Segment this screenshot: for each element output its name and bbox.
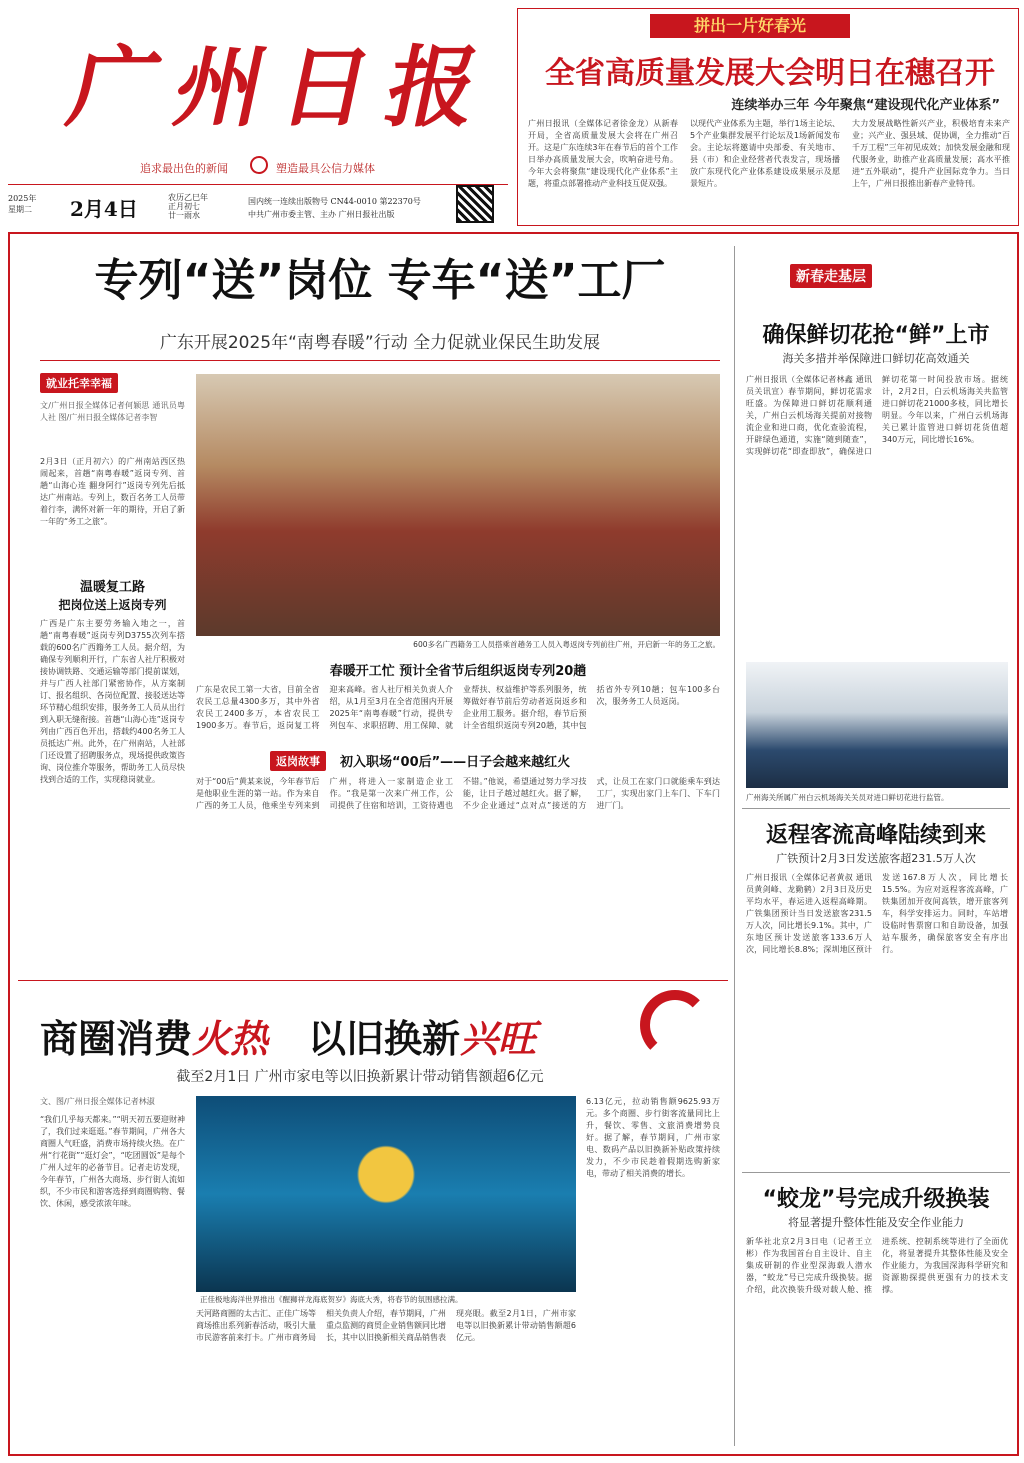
section2-title: 春暖开工忙 预计全省节后组织返岗专列20趟 (329, 664, 587, 679)
newspaper-masthead: 广州日报 (59, 35, 506, 139)
lead-tag: 就业托幸幸福 (40, 373, 118, 393)
issue-year-weekday (8, 193, 36, 215)
sidebar-story3-body: 新华社北京2月3日电（记者王立彬）作为我国首台自主设计、自主集成研制的作业型深海载人潜水器，“蛟龙”号已完成升级换装。据介绍，此次换装升级对载人舱、推进系统、控制系统等进行了全面优化，将显著提升其整体性能及安全作业能力，为我国深海科学研究和资源勘探提供更强有力的技术支撑。 (746, 1237, 1008, 1294)
bottom-col1: “我们几乎每天都来。”“明天初五要迎财神了，我们过来逛逛。”春节期间，广州各大商圈人气旺盛，消费市场持续火热。在广州“行花街”“逛灯会”，“吃团圆饭”是每个广州人过年的必备节目。记者走访发现，今年春节，广州各大商场、步行街人流如织，不少市民和游客选择到商圈购物、餐饮、休闲，感受浓浓年味。 (40, 1115, 185, 1208)
bottom-headline[interactable] (40, 1008, 536, 1063)
divider (18, 980, 728, 981)
publication-info (248, 195, 421, 221)
sidebar-photo-customs[interactable] (746, 662, 1008, 788)
divider (8, 184, 508, 185)
section3-body: 对于“00后”黄某来说，今年春节后是他职业生涯的第一站。作为来自广西的务工人员，他乘坐专列来到广州，将进入一家制造企业工作。“我是第一次来广州工作，公司提供了住宿和培训，工资待遇也不错。”他说，希望通过努力学习技能，让日子越过越红火。据了解，不少企业通过“点对点”接送的方式，让员工在家门口就能乘车到达工厂，实现出家门上车门、下车门进厂门。 (196, 777, 720, 810)
bottom-col3: 6.13亿元，拉动销售额9625.93万元。多个商圈、步行街客流量同比上升，餐饮、零售、文旅消费增势良好。据了解，春节期间，广州市家电、数码产品以旧换新补贴政策持续发力，不少市民趁着假期选购新家电，带动了相关消费的增长。 (586, 1097, 720, 1178)
sidebar-story3-headline[interactable]: “蛟龙”号完成升级换装 (762, 1187, 990, 1212)
lead-byline: 文/广州日报全媒体记者何颖思 通讯员粤人社 图/广州日报全媒体记者李智 (40, 401, 185, 422)
sidebar-story3-subhead: 将显著提升整体性能及安全作业能力 (788, 1216, 964, 1229)
sidebar-tag: 新春走基层 (790, 264, 872, 288)
lead-headline[interactable]: 专列“送”岗位 专车“送”工厂 (94, 255, 666, 306)
bottom-headline-a: 商圈消费 (40, 1017, 193, 1061)
sidebar-story2-subhead: 广铁预计2月3日发送旅客超231.5万人次 (776, 852, 976, 865)
sidebar-photo-caption: 广州海关所属广州白云机场海关关员对进口鲜切花进行监管。 (746, 793, 949, 802)
snake-decoration-icon (640, 990, 710, 1060)
top-story-col3: 大力发展战略性新兴产业，积极培育未来产业；兴产业、强县域、促协调，全力推动“百千万工程”三年初见成效；加快发展金融和现代服务业，助推产业高质量发展；高水平推进“五外联动”，提升产业国际竞争力。当日上午，广州日报推出新春产业特刊。 (852, 119, 1010, 188)
issn-line: 国内统一连续出版物号 CN44-0010 第22370号 (248, 197, 421, 206)
top-story-headline[interactable]: 全省高质量发展大会明日在穗召开 (545, 56, 995, 91)
issue-date: 2月4日 (70, 197, 138, 221)
section3-tag: 返岗故事 (270, 751, 326, 771)
section1-subtitle: 把岗位送上返岗专列 (58, 598, 167, 612)
section1-body: 广西是广东主要劳务输入地之一，首趟“南粤春暖”返岗专列D3755次列车搭载的600名广西籍务工人员。据介绍，为确保专列顺利开行，广东省人社厅积极对接协调铁路、交通运输等部门提前谋划，并与广西人社部门紧密协作，从方案制订、报名组织、各岗位配置、接驳送达等环节精心组织安排，服务务工人员从出行到入职无缝衔接。首趟“山海心连”返岗专列由广西百色开出，搭载约400名务工人员抵达广州。此外，在广州南站，人社部门还设置了招聘服务点，现场提供政策咨询、岗位推介等服务，帮助务工人员尽快找到合适的工作，实现稳岗就业。 (40, 619, 185, 784)
bottom-col2: 天河路商圈的太古汇、正佳广场等商场推出系列新春活动，吸引大量市民游客前来打卡。广州市商务局相关负责人介绍，春节期间，广州重点监测的商贸企业销售额同比增长，其中以旧换新相关商品销售表现亮眼。截至2月1日，广州市家电等以旧换新累计带动销售额超6亿元。 (196, 1309, 576, 1342)
lead-intro: 2月3日（正月初六）的广州南站西区热闹起来，首趟“南粤春暖”返岗专列、首趟“山海心连 翻身阿行”返岗专列先后抵达广州南站。专列上，数百名务工人员带着行李，满怀对新一年的期待，开启了新一年的“务工之旅”。 (40, 457, 185, 526)
bottom-photo-aquarium[interactable] (196, 1096, 576, 1292)
divider (40, 360, 720, 361)
top-story-col2: 以现代产业体系为主题，举行1场主论坛、5个产业集群发展平行论坛及1场新闻发布会。主论坛将邀请中央部委、有关地市、县（市）和企业经营者代表发言，现场播放广东现代化产业体系建设成果展示及愿景短片。 (690, 119, 840, 188)
issue-year: 2025年 (8, 194, 37, 203)
qr-code-icon[interactable] (456, 185, 494, 223)
section1-title: 温暖复工路 (79, 580, 145, 595)
top-story-subhead: 连续举办三年 今年聚焦“建设现代化产业体系” (731, 98, 1000, 113)
slogan-left: 追求最出色的新闻 (140, 162, 228, 175)
sidebar-story1-body: 广州日报讯（全媒体记者林鑫 通讯员关讯宣）春节期间，鲜切花需求旺盛。为保障进口鲜切花顺利通关，广州白云机场海关提前对接物流企业和进口商，优化查验流程，开辟绿色通道，实施“随到随查”，实现鲜切花“即查即放”，确保进口鲜切花第一时间投放市场。据统计，2月2日，白云机场海关共监管进口鲜切花21000多枝，同比增长明显。今年以来，广州白云机场海关已累计监管进口鲜切花货值超340万元，同比增长16%。 (746, 375, 1008, 456)
bottom-byline: 文、图/广州日报全媒体记者林淑 (40, 1097, 155, 1106)
top-story-col1: 广州日报讯（全媒体记者徐金龙）从新春开局，全省高质量发展大会将在广州召开。这是广东连续3年在春节后的首个工作日举办高质量发展大会，吹响奋进号角。今年大会将聚焦“建设现代化产业体系”主题，将重点部署推动产业科技互促双强。 (528, 119, 678, 188)
publisher-line: 中共广州市委主管、主办 广州日报社出版 (248, 210, 395, 219)
sidebar-story1-headline[interactable]: 确保鲜切花抢“鲜”上市 (762, 323, 990, 348)
lunar-year: 农历乙巳年 (168, 193, 208, 202)
sidebar-story2-headline[interactable]: 返程客流高峰陆续到来 (765, 823, 986, 848)
section-banner: 拼出一片好春光 (650, 14, 850, 38)
sidebar-story1-subhead: 海关多措并举保障进口鲜切花高效通关 (782, 352, 970, 365)
section2-body: 广东是农民工第一大省，目前全省农民工总量4300多万，其中外省农民工2400多万，本省农民工1900多万。春节后，返岗复工将迎来高峰。省人社厅相关负责人介绍，从1月至3月在全省范围内开展2025年“南粤春暖”行动，提供专列包车、求职招聘、用工保障、就业帮扶、权益维护等系列服务，统筹做好春节前后劳动者返岗返乡和企业用工服务。据介绍，春节后预计全省组织返岗专列20趟，其中包括省外专列10趟；包车100多台次，服务务工人员返岗。 (196, 685, 720, 730)
divider (742, 808, 1010, 809)
lead-photo-train[interactable] (196, 374, 720, 636)
bottom-subhead: 截至2月1日 广州市家电等以旧换新累计带动销售额超6亿元 (176, 1069, 544, 1085)
sidebar-story2-body: 广州日报讯（全媒体记者黄叔 通讯员黄剑峰、龙勤鹤）2月3日及历史平均水平，春运进入返程高峰期。广铁集团预计当日发送旅客231.5万人次，同比增长9.1%。其中，广东地区预计发送旅客133.6万人次，同比增长8.8%；深圳地区预计发送167.8万人次，同比增长15.5%。为应对返程客流高峰，广铁集团加开夜间高铁，增开旅客列车，科学安排运力。同时，车站增设临时售票窗口和自助设备，加强站车服务，确保旅客安全有序出行。 (746, 873, 1008, 954)
divider (742, 1172, 1010, 1173)
solar-term: 廿一雨水 (168, 211, 200, 220)
lunar-day: 正月初七 (168, 202, 200, 211)
lead-subhead: 广东开展2025年“南粤春暖”行动 全力促就业保民生助发展 (159, 333, 601, 353)
section3-title: 初入职场“00后”——日子会越来越红火 (340, 755, 571, 770)
column-divider (734, 246, 735, 1446)
slogan-right: 塑造最具公信力媒体 (276, 162, 375, 175)
bottom-headline-b-red: 兴旺 (460, 1017, 537, 1061)
bottom-headline-b: 以旧换新 (308, 1017, 461, 1061)
lead-photo-caption: 600多名广西籍务工人员搭乘首趟务工人员入粤返岗专列前往广州，开启新一年的务工之旅。 (413, 640, 720, 649)
bottom-photo-caption: 正佳极地海洋世界推出《醒狮祥龙海底贺岁》海底大秀，将春节的氛围感拉满。 (200, 1295, 463, 1304)
logo-icon (250, 156, 268, 174)
issue-weekday: 星期二 (8, 205, 32, 214)
lunar-date (168, 193, 208, 220)
bottom-headline-a-red: 火热 (192, 1017, 269, 1061)
